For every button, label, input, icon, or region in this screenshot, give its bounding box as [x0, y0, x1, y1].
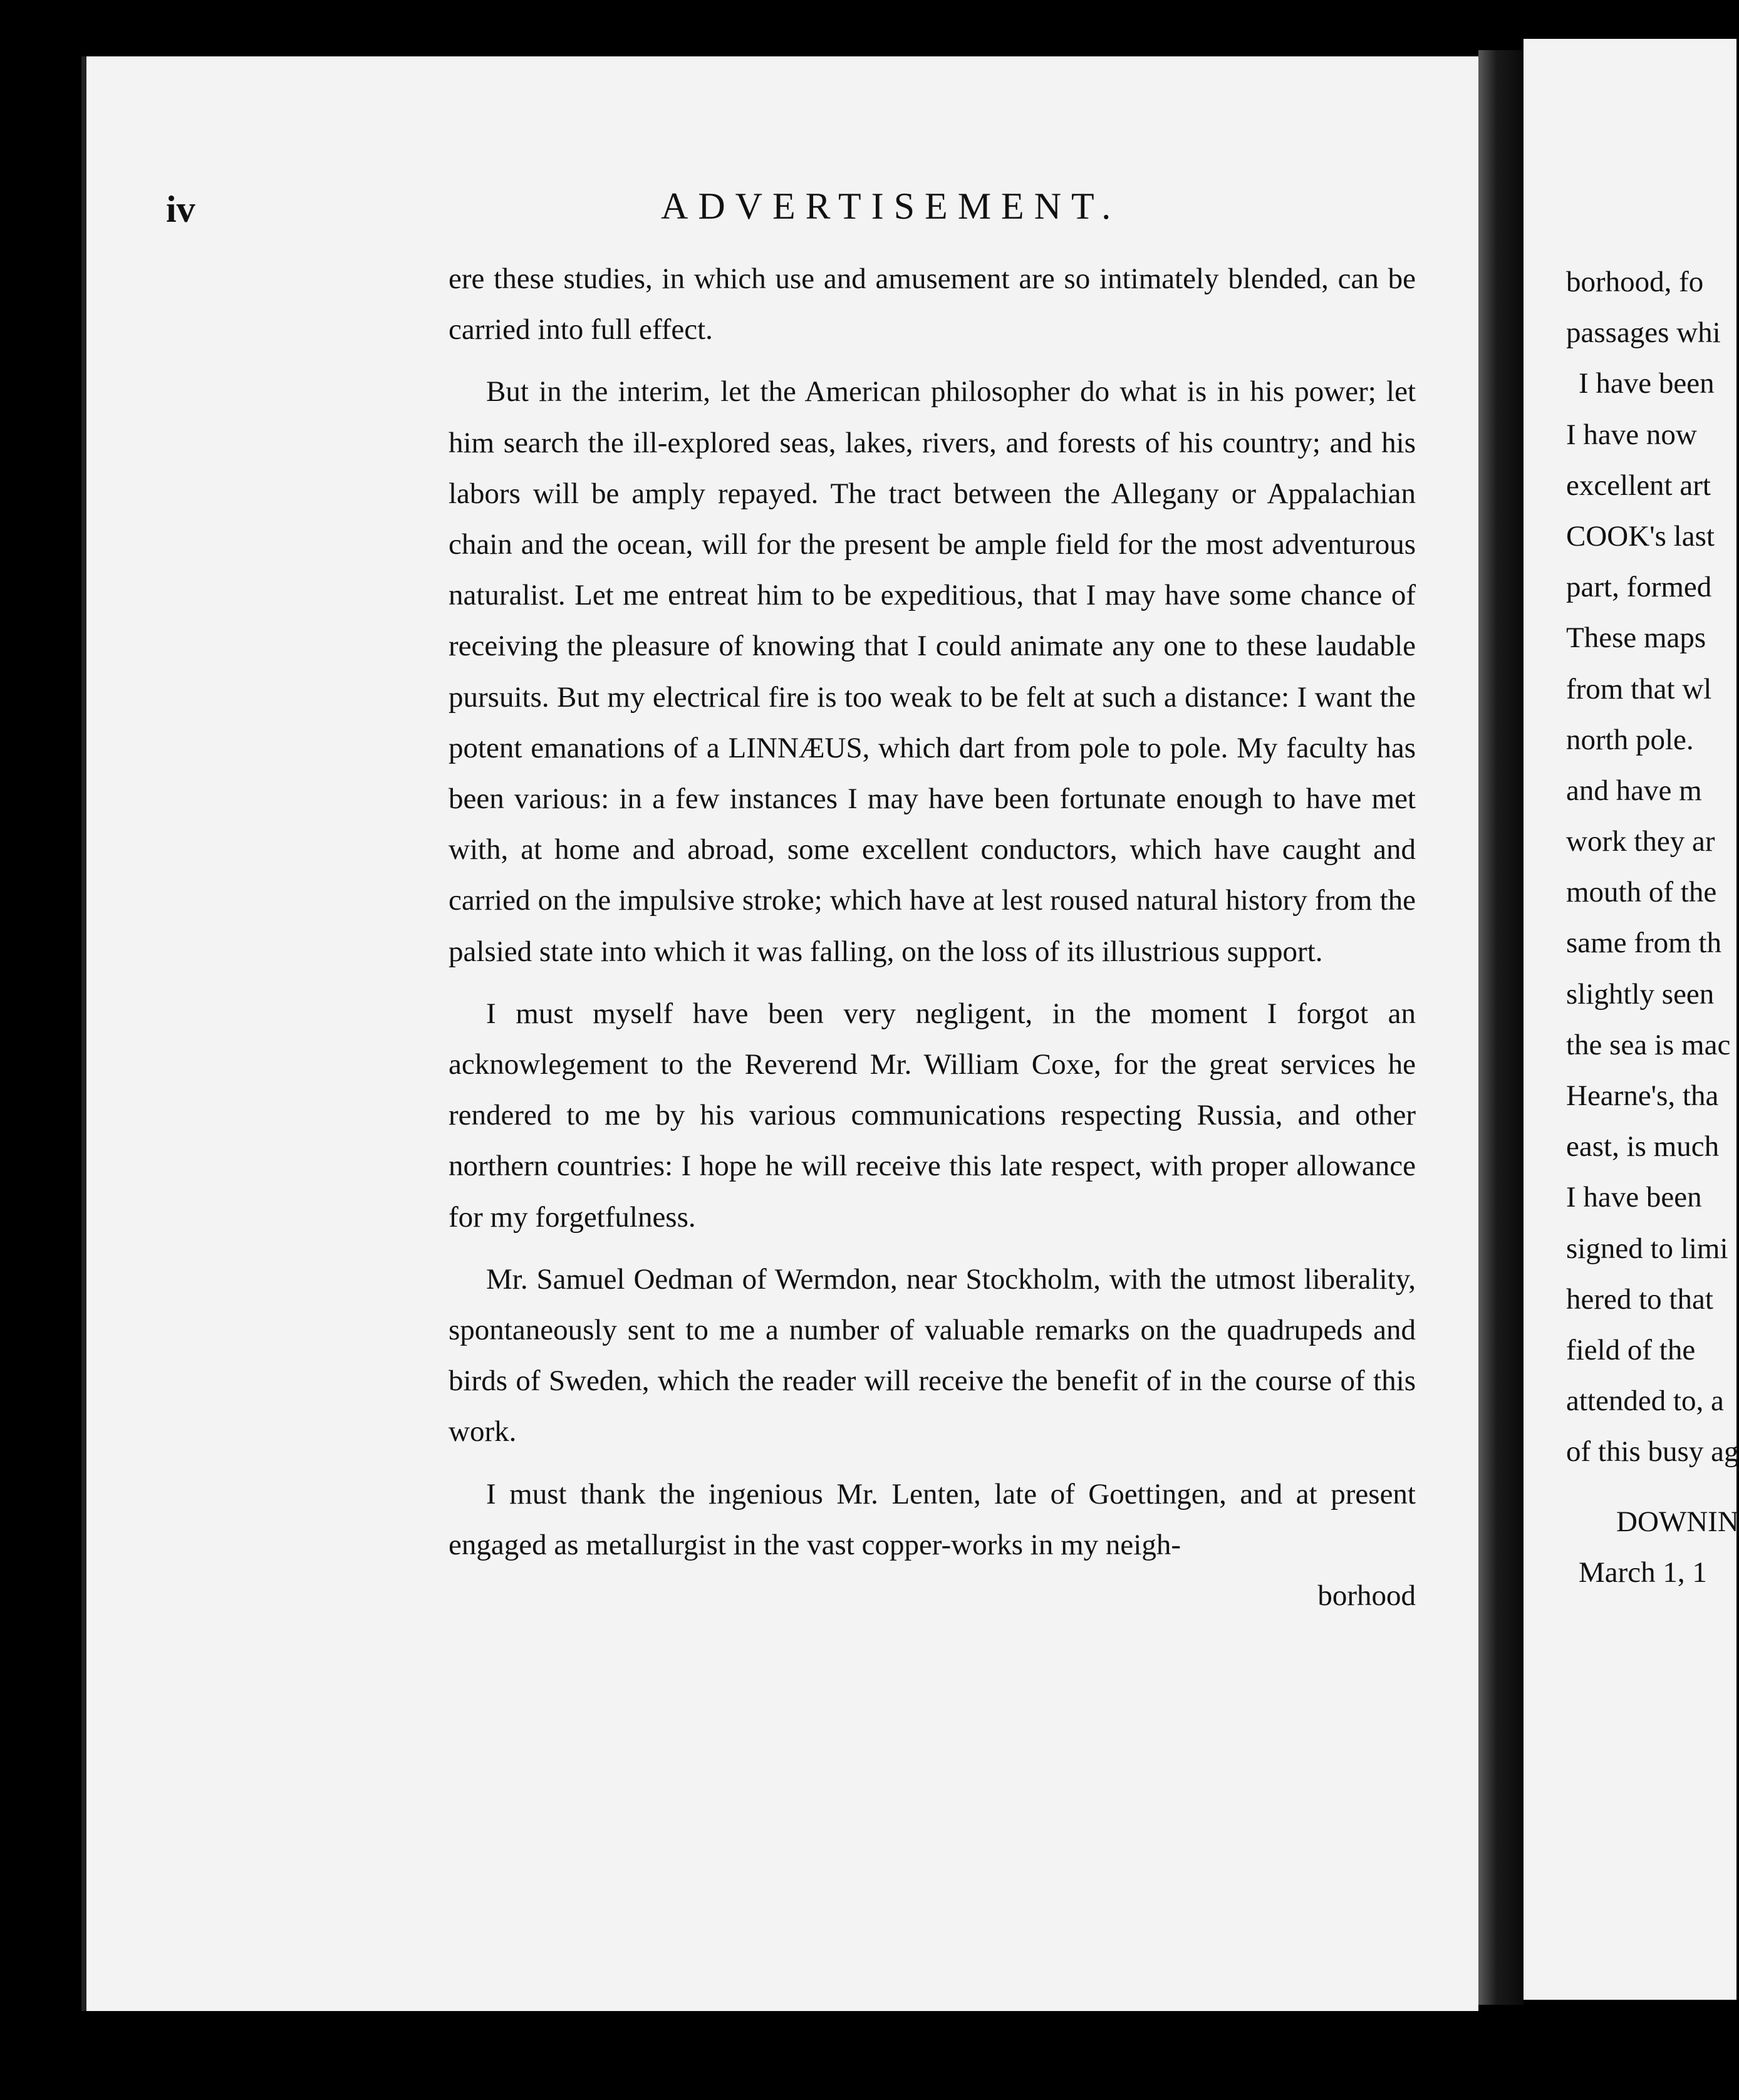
right-line: field of the — [1566, 1333, 1696, 1366]
right-date: March 1, 1 — [1579, 1556, 1707, 1589]
right-signature: DOWNIN — [1616, 1505, 1739, 1538]
paragraph-2: But in the interim, let the American philosopher do what is in his power; let him search the ill-explored seas, lakes, rivers, and forests of his country; and his labors will be amply repayed. The tract between the Allegany or Appalachian chain and the ocean, will for the present be ample field for the most adventurous naturalist. Let me entreat him to be expeditious, that I may have some chance of receiving the pleasure of knowing that I could animate any one to these laudable pursuits. But my electrical fire is too weak to be felt at such a distance: I want the potent emanations of a LINNÆUS, which dart from pole to pole. My faculty has been various: in a few instances I may have been fortunate enough to have met with, at home and abroad, some excellent conductors, which have caught and carried on the impulsive stroke; which have at lest roused natural history from the palsied state into which it was falling, on the loss of its illustrious support. — [449, 375, 1416, 968]
right-line: east, is much — [1566, 1130, 1720, 1163]
page-number: iv — [166, 189, 195, 230]
right-line: of this busy ag — [1566, 1435, 1739, 1468]
right-line: These maps — [1566, 621, 1706, 655]
right-page-text — [1566, 257, 1739, 1598]
paragraph-3: I must myself have been very negligent, in the moment I forgot an acknowlegement to the Reverend Mr. William Coxe, for the great services he rendered to me by his various communications respecting Russia, and other northern countries: I hope he will receive this late respect, with proper allowance for my forgetfulness. — [449, 997, 1416, 1234]
book-spine — [1478, 50, 1524, 2005]
right-line: and have m — [1566, 774, 1702, 807]
right-line: attended to, a — [1566, 1385, 1724, 1418]
body-text — [449, 254, 1416, 1621]
catchword: borhood — [1317, 1579, 1416, 1613]
right-line: slightly seen — [1566, 977, 1715, 1011]
right-line: I have now — [1566, 418, 1697, 451]
right-line: part, formed — [1566, 571, 1712, 604]
running-head: ADVERTISEMENT. — [661, 185, 1121, 227]
right-line: signed to limi — [1566, 1232, 1728, 1265]
right-line: work they ar — [1566, 825, 1715, 858]
right-line: Hearne's, tha — [1566, 1079, 1719, 1112]
right-line: passages whi — [1566, 316, 1721, 350]
paragraph-1: ere these studies, in which use and amusement are so intimately blended, can be carried into full effect. — [449, 262, 1416, 346]
right-line: from that wl — [1566, 672, 1712, 705]
right-line: I have been — [1579, 367, 1715, 400]
paragraph-4: Mr. Samuel Oedman of Wermdon, near Stockholm, with the utmost liberality, spontaneously sent to me a number of valuable remarks on the quadrupeds and birds of Sweden, which the reader will receive the benefit of in the course of this work. — [449, 1262, 1416, 1448]
right-line: mouth of the — [1566, 876, 1717, 909]
right-line: hered to that — [1566, 1282, 1713, 1316]
right-line: the sea is mac — [1566, 1028, 1731, 1061]
right-line: borhood, fo — [1566, 266, 1704, 298]
right-line: I have been — [1566, 1181, 1702, 1214]
paragraph-5: I must thank the ingenious Mr. Lenten, late of Goettingen, and at present engaged as metallurgist in the vast copper-works in my neigh- — [449, 1477, 1416, 1561]
right-line: north pole. — [1566, 723, 1694, 756]
right-line: COOK's last — [1566, 519, 1715, 553]
right-line: excellent art — [1566, 469, 1711, 502]
right-line: same from th — [1566, 927, 1721, 960]
